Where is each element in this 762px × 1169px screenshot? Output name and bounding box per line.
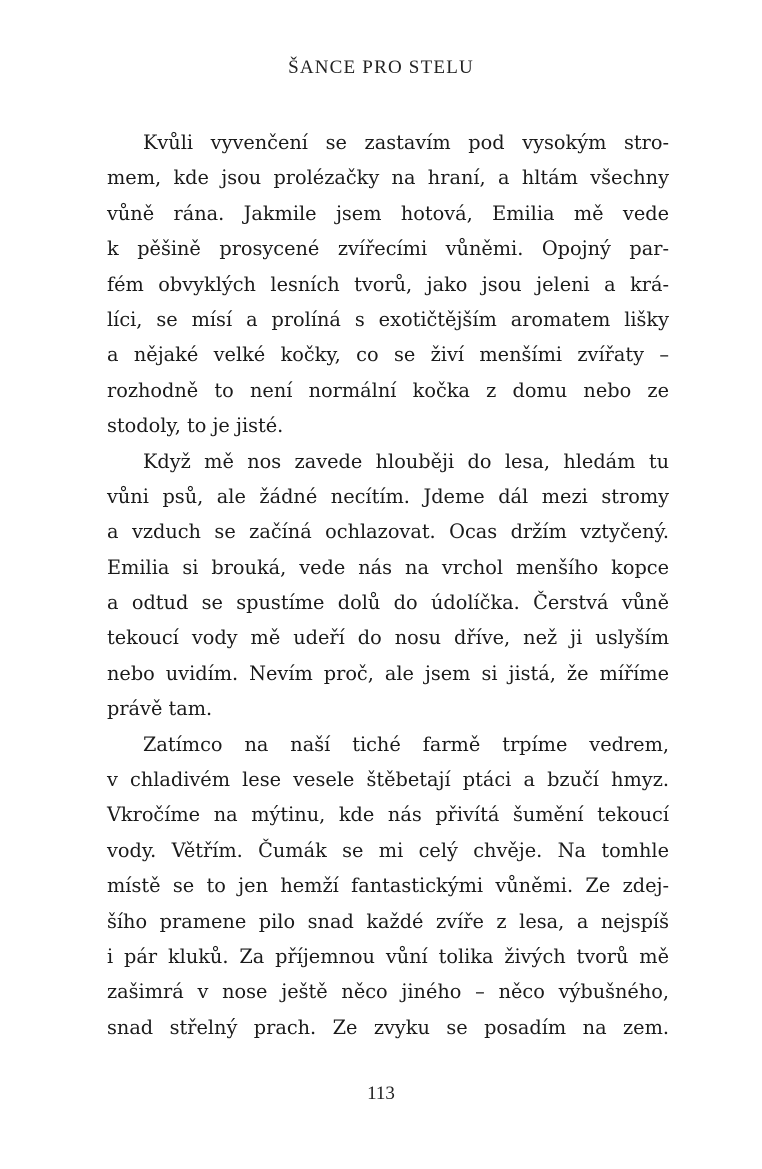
text-line: stodoly, to je jisté. [107, 414, 284, 438]
text-line: snad střelný prach. Ze zvyku se posadím na zem. [107, 1015, 669, 1039]
page-number: 113 [367, 1083, 395, 1104]
text-line: šího pramene pilo snad každé zvíře z lesa, a nejspíš [107, 909, 669, 933]
text-line: k pěšině prosycené zvířecími vůněmi. Opojný par- [107, 237, 669, 261]
text-line: nebo uvidím. Nevím proč, ale jsem si jistá, že míříme [107, 661, 669, 685]
text-line: a vzduch se začíná ochlazovat. Ocas držím vztyčený. [107, 520, 669, 544]
paragraph [107, 444, 669, 727]
text-line: rozhodně to není normální kočka z domu nebo ze [107, 378, 669, 402]
text-line: mem, kde jsou prolézačky na hraní, a hltám všechny [107, 166, 669, 190]
text-line: i pár kluků. Za příjemnou vůní tolika živých tvorů mě [107, 944, 669, 968]
paragraph [107, 125, 669, 444]
text-line: Kvůli vyvenčení se zastavím pod vysokým stro- [143, 131, 669, 154]
text-line: a odtud se spustíme dolů do údolíčka. Čerstvá vůně [107, 591, 669, 615]
text-line: zašimrá v nose ještě něco jiného – něco výbušného, [107, 980, 669, 1004]
text-line: tekoucí vody mě udeří do nosu dříve, než ji uslyším [107, 626, 669, 650]
body-text [107, 125, 669, 1045]
text-line: Když mě nos zavede hlouběji do lesa, hledám tu [143, 449, 669, 473]
text-line: právě tam. [107, 697, 213, 721]
text-line: a nějaké velké kočky, co se živí menšími zvířaty – [107, 343, 669, 367]
running-head: ŠANCE PRO STELU [288, 57, 474, 78]
text-line: Vkročíme na mýtinu, kde nás přivítá šumění tekoucí [107, 803, 669, 827]
text-line: vůni psů, ale žádné necítím. Jdeme dál mezi stromy [107, 484, 669, 508]
text-line: vůně rána. Jakmile jsem hotová, Emilia mě vede [107, 201, 669, 225]
text-line: v chladivém lese vesele štěbetají ptáci a bzučí hmyz. [107, 768, 669, 792]
text-line: vody. Větřím. Čumák se mi celý chvěje. Na tomhle [107, 838, 669, 862]
paragraph [107, 727, 669, 1046]
text-line: Emilia si brouká, vede nás na vrchol menšího kopce [107, 555, 669, 579]
text-line: líci, se mísí a prolíná s exotičtějším aromatem lišky [107, 307, 669, 331]
text-line: fém obvyklých lesních tvorů, jako jsou jeleni a krá- [107, 272, 669, 296]
text-line: místě se to jen hemží fantastickými vůněmi. Ze zdej- [107, 874, 669, 898]
text-line: Zatímco na naší tiché farmě trpíme vedrem, [143, 732, 669, 756]
